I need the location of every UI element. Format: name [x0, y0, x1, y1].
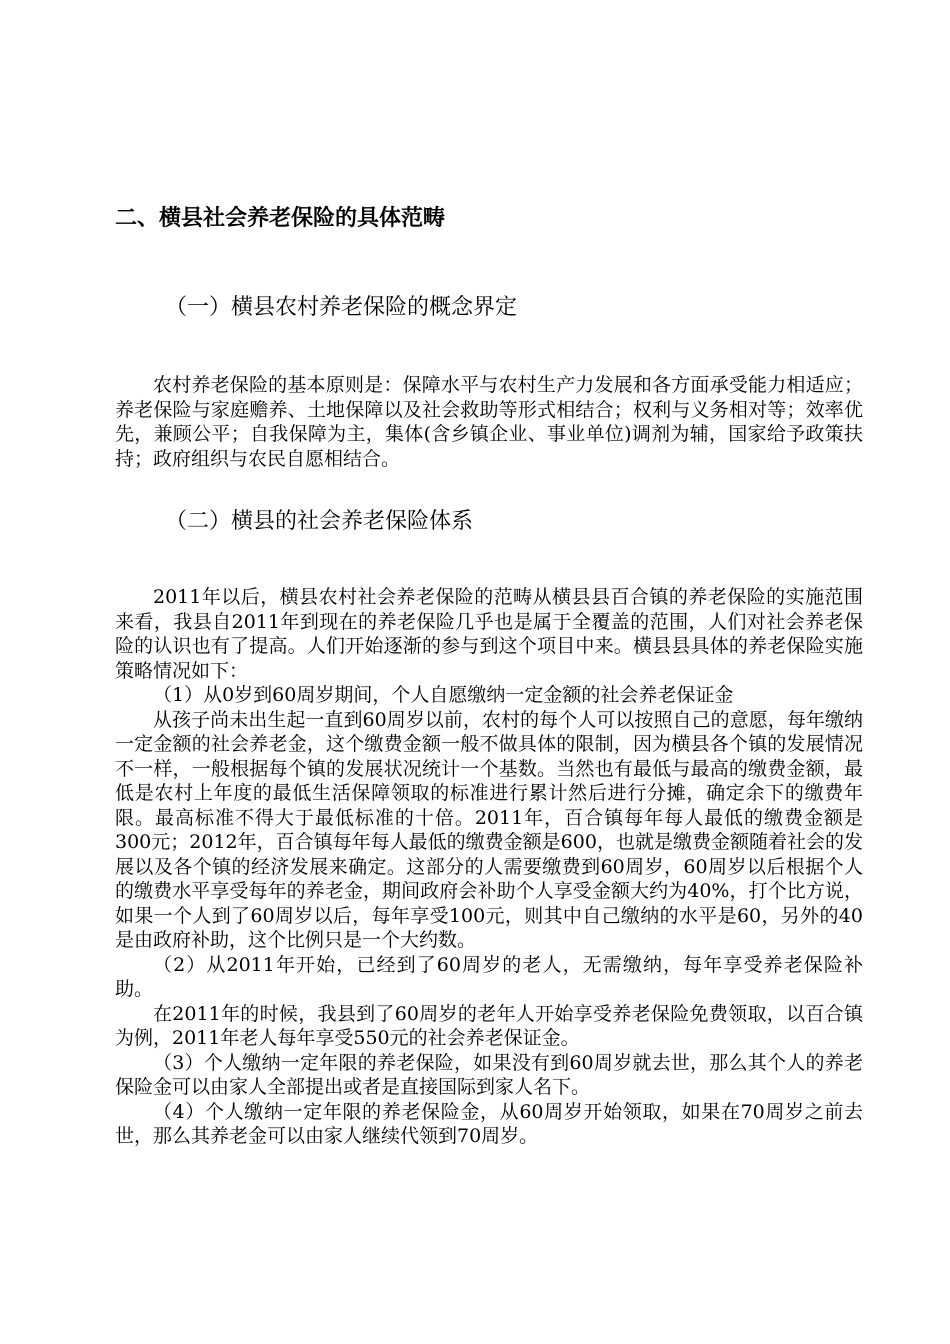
paragraph: 在2011年的时候，我县到了60周岁的老年人开始享受养老保险免费领取，以百合镇为例，2011年老人每年享受550元的社会养老保证金。 [115, 1002, 863, 1049]
paragraph: 农村养老保险的基本原则是：保障水平与农村生产力发展和各方面承受能力相适应；养老保险与家庭赡养、土地保障以及社会救助等形式相结合；权利与义务相对等；效率优先，兼顾公平；自我保障为主，集体(含乡镇企业、事业单位)调剂为辅，国家给予政策扶持；政府组织与农民自愿相结合。 [115, 374, 863, 470]
subsection-body-system [115, 585, 863, 1149]
paragraph: 从孩子尚未出生起一直到60周岁以前，农村的每个人可以按照自己的意愿，每年缴纳一定金额的社会养老金，这个缴费金额一般不做具体的限制，因为横县各个镇的发展情况不一样，一般根据每个镇的发展状况统计一个基数。当然也有最低与最高的缴费金额，最低是农村上年度的最低生活保障领取的标准进行累计然后进行分摊，确定余下的缴费年限。最高标准不得大于最低标准的十倍。2011年，百合镇每年每人最低的缴费金额是300元；2012年，百合镇每年每人最低的缴费金额是600，也就是缴费金额随着社会的发展以及各个镇的经济发展来确定。这部分的人需要缴费到60周岁，60周岁以后根据个人的缴费水平享受每年的养老金，期间政府会补助个人享受金额大约为40%，打个比方说，如果一个人到了60周岁以后，每年享受100元，则其中自己缴纳的水平是60，另外的40是由政府补助，这个比例只是一个大约数。 [115, 708, 863, 951]
list-item-heading: （3）个人缴纳一定年限的养老保险，如果没有到60周岁就去世，那么其个人的养老保险金可以由家人全部提出或者是直接国际到家人名下。 [115, 1051, 863, 1098]
subsection-body-concept [115, 373, 863, 471]
paragraph: 2011年以后，横县农村社会养老保险的范畴从横县县百合镇的养老保险的实施范围来看，我县自2011年到现在的养老保险几乎也是属于全覆盖的范围，人们对社会养老保险的认识也有了提高。人们开始逐渐的参与到这个项目中来。横县县具体的养老保险实施策略情况如下： [115, 586, 863, 682]
list-item-heading: （4）个人缴纳一定年限的养老保险金，从60周岁开始领取，如果在70周岁之前去世，那么其养老金可以由家人继续代领到70周岁。 [115, 1100, 863, 1147]
section-heading-main: 二、横县社会养老保险的具体范畴 [115, 206, 446, 231]
document-page [115, 0, 865, 1344]
subsection-heading-concept: （一）横县农村养老保险的概念界定 [165, 295, 518, 320]
subsection-heading-system: （二）横县的社会养老保险体系 [165, 509, 474, 534]
list-item-heading: （1）从0岁到60周岁期间，个人自愿缴纳一定金额的社会养老保证金 [153, 684, 734, 706]
list-item-heading: （2）从2011年开始，已经到了60周岁的老人，无需缴纳，每年享受养老保险补助。 [115, 953, 863, 1000]
